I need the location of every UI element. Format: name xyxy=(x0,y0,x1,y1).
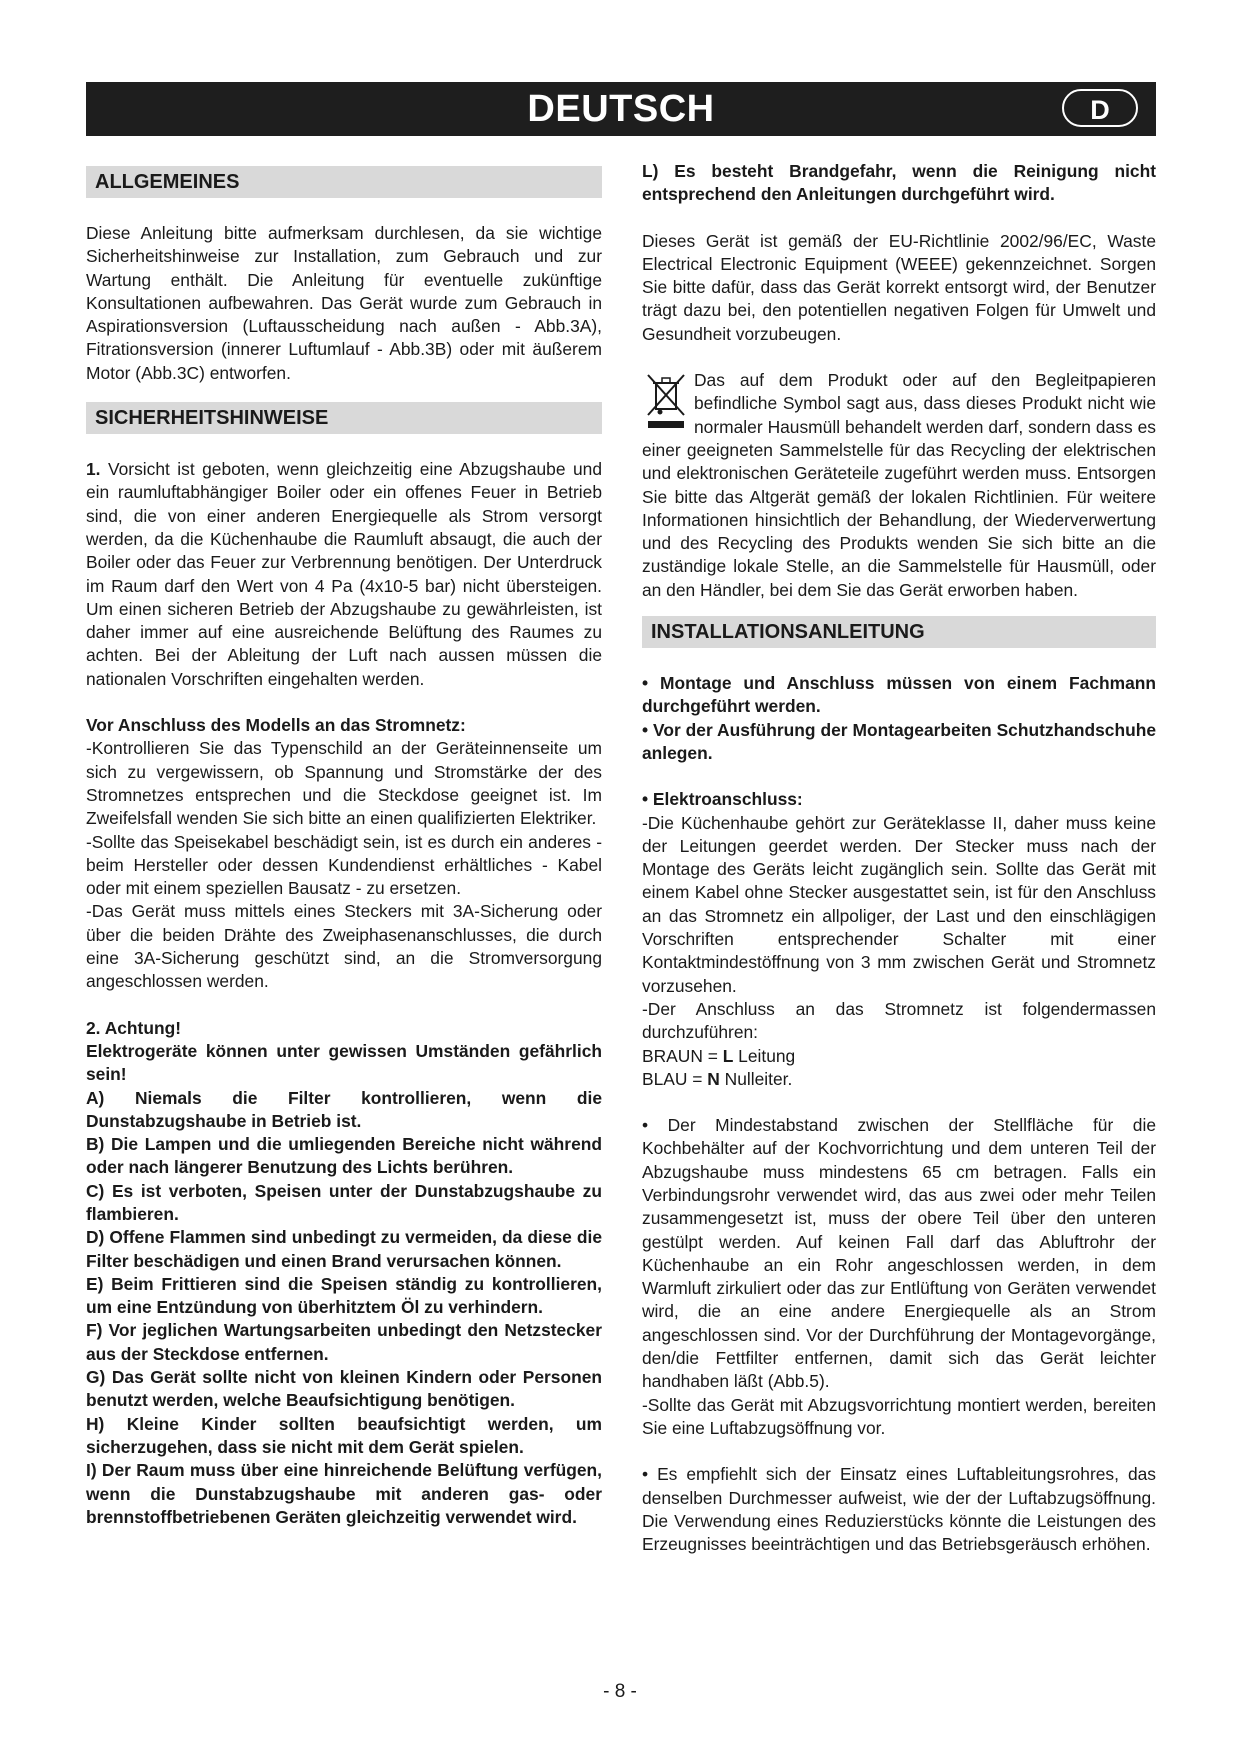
warning-item: F) Vor jeglichen Wartungsarbeiten unbedingt den Netzstecker aus der Steckdose entfernen. xyxy=(86,1320,602,1364)
install-item: • Montage und Anschluss müssen von einem Fachmann durchgeführt werden. xyxy=(642,673,1156,717)
connect-item: -Kontrollieren Sie das Typenschild an der Geräteinnenseite um sich zu vergewissern, ob Spannung und Stromstärke der des Stromnetzes entsprechen und die Steckdose geeignet ist. Im Zweifelsfall wenden Sie sich bitte an einen qualifizierten Elektriker. xyxy=(86,738,602,829)
page-number: - 8 - xyxy=(603,1681,637,1702)
warning-item: D) Offene Flammen sind unbedingt zu vermeiden, da diese die Filter beschädigen und einen Brand verursachen können. xyxy=(86,1227,602,1271)
warning-item: B) Die Lampen und die umliegenden Bereiche nicht während oder nach längerer Benutzung des Lichts berühren. xyxy=(86,1134,602,1178)
connect-heading: Vor Anschluss des Modells an das Stromnetz: xyxy=(86,715,466,736)
section-heading-safety: SICHERHEITSHINWEISE xyxy=(86,402,602,434)
weee-block xyxy=(642,369,1156,602)
section-heading-installation: INSTALLATIONSANLEITUNG xyxy=(642,616,1156,648)
warning-item: L) Es besteht Brandgefahr, wenn die Reinigung nicht entsprechend den Anleitungen durchgeführt wird. xyxy=(642,161,1156,205)
language-badge: D xyxy=(1062,89,1138,127)
warning-item: C) Es ist verboten, Speisen unter der Dunstabzugshaube zu flambieren. xyxy=(86,1180,602,1224)
section-heading-general: ALLGEMEINES xyxy=(86,166,602,198)
weee-text: Dieses Gerät ist gemäß der EU-Richtlinie 2002/96/EC, Waste Electrical Electronic Equipment (WEEE) gekennzeichnet. Sorgen Sie bitte dafür, dass das Gerät korrekt entsorgt wird, der Benutzer trägt dazu bei, den potentiellen negativen Folgen für Umwelt und Gesundheit vorzubeugen. xyxy=(642,230,1156,344)
safety-paragraph-1 xyxy=(86,458,602,691)
warning-title: 2. Achtung! xyxy=(86,1017,181,1038)
right-column xyxy=(642,160,1156,1556)
electrical-heading: • Elektroanschluss: xyxy=(642,789,803,810)
electrical-text: -Die Küchenhaube gehört zur Geräteklasse II, daher muss keine der Leitungen geerdet werden. Der Stecker muss nach der Montage des Geräts leicht zugänglich sein. Sollte das Gerät mit einem Kabel ohne Stecker ausgestattet sein, ist für den Anschluss an das Stromnetz ein allpoliger, der Last und den einschlägigen Vorschriften entsprechender Schalter mit einer Kontaktmindestöffnung von 3 mm zwischen Gerät und Stromnetz vorzusehen. xyxy=(642,812,1156,996)
left-column xyxy=(86,160,602,1529)
electrical-text: -Der Anschluss an das Stromnetz ist folgendermassen durchzuführen: xyxy=(642,998,1156,1043)
connect-item: -Das Gerät muss mittels eines Steckers mit 3A-Sicherung oder über die beiden Drähte des Zweiphasenanschlusses, die durch eine 3A-Sicherung geschützt sind, an die Stromversorgung angeschlossen werden. xyxy=(86,901,602,992)
warning-intro: Elektrogeräte können unter gewissen Umständen gefährlich sein! xyxy=(86,1040,602,1085)
warning-item: I) Der Raum muss über eine hinreichende Belüftung verfügen, wenn die Dunstabzugshaube mit anderen gas- oder brennstoffbetriebenen Geräten gleichzeitig verwendet wird. xyxy=(86,1460,602,1527)
page-header xyxy=(86,82,1156,136)
symbol-text: Das auf dem Produkt oder auf den Begleitpapieren befindliche Symbol sagt aus, dass dieses Produkt nicht wie normaler Hausmüll behandelt werden darf, sondern dass es einer geeigneten Sammelstelle für das Recycling der elektrischen und elektronischen Geräteteile zugeführt werden muss. Entsorgen Sie bitte das Altgerät gemäß der lokalen Richtlinien. Für weitere Informationen hinsichtlich der Behandlung, der Wiederverwertung und des Recycling des Produkts wenden Sie sich bitte an die zuständige lokale Stelle, an die Sammelstelle für Hausmüll, oder an den Händler, bei dem Sie das Gerät erworben haben. xyxy=(642,370,1156,600)
page-title: DEUTSCH xyxy=(527,88,715,130)
install-item: • Vor der Ausführung der Montagearbeiten Schutzhandschuhe anlegen. xyxy=(642,719,1156,763)
wire-brown: BRAUN = L Leitung xyxy=(642,1045,796,1066)
safety-text: Vorsicht ist geboten, wenn gleichzeitig eine Abzugshaube und ein raumluftabhängiger Boiler oder ein offenes Feuer in Betrieb sind, die von einer anderen Energiequelle als Strom versorgt werden, da die Küchenhaube die Raumluft absaugt, die auch der Boiler oder das Feuer zur Verbrennung benötigen. Der Unterdruck im Raum darf den Wert von 4 Pa (4x10-5 bar) nicht übersteigen. Um einen sicheren Betrieb der Abzugshaube zu gewährleisten, ist daher immer auf eine ausreichende Belüftung des Raumes zu achten. Bei der Ableitung der Luft nach aussen müssen die nationalen Vorschriften eingehalten werden. xyxy=(86,459,602,689)
warning-item: A) Niemals die Filter kontrollieren, wenn die Dunstabzugshaube in Betrieb ist. xyxy=(86,1087,602,1131)
wire-blue: BLAU = N Nulleiter. xyxy=(642,1068,793,1089)
crossed-bin-icon xyxy=(642,371,690,431)
duct-text: • Es empfiehlt sich der Einsatz eines Luftableitungsrohres, das denselben Durchmesser aufweist, wie der der Luftabzugsöffnung. Die Verwendung eines Reduzierstücks könnte die Leistungen des Erzeugnisses beeinträchtigen und das Betriebsgeräusch erhöhen. xyxy=(642,1464,1156,1555)
distance-text: • Der Mindestabstand zwischen der Stellfläche für die Kochbehälter auf der Kochvorrichtung und dem unteren Teil der Abzugshaube muss mindestens 65 cm betragen. Falls ein Verbindungsrohr verwendet wird, das aus zwei oder mehr Teilen zusammengesetzt ist, muss der obere Teil über den unteren gestülpt werden. Auf keinen Fall darf das Abluftrohr der Küchenhaube an ein Rohr angeschlossen werden, in dem Warmluft zirkuliert oder das zur Entlüftung von Geräten verwendet wird, die an eine andere Energiequelle als an Strom angeschlossen sind. Vor der Durchführung der Montagevorgänge, den/die Fettfilter entfernen, damit sich das Gerät leichter handhaben läßt (Abb.5). xyxy=(642,1115,1156,1392)
safety-number: 1. xyxy=(86,459,101,480)
connect-item: -Sollte das Speisekabel beschädigt sein, ist es durch ein anderes - beim Hersteller oder dessen Kundendienst erhältliches - Kabel oder mit einem speziellen Bausatz - zu ersetzen. xyxy=(86,831,602,899)
warning-item: E) Beim Frittieren sind die Speisen ständig zu kontrollieren, um eine Entzündung von überhitztem Öl zu verhindern. xyxy=(86,1273,602,1318)
general-text: Diese Anleitung bitte aufmerksam durchlesen, da sie wichtige Sicherheitshinweise zur Installation, zum Gebrauch und zur Wartung enthält. Die Anleitung für eventuelle zukünftige Konsultationen aufbewahren. Das Gerät wurde zum Gebrauch in Aspirationsversion (Luftausscheidung nach außen - Abb.3A), Fitrationsversion (innerer Luftumlauf - Abb.3B) oder mit äußerem Motor (Abb.3C) entworfen. xyxy=(86,223,602,383)
warning-item: H) Kleine Kinder sollten beaufsichtigt werden, um sicherzugehen, dass sie nicht mit dem Gerät spielen. xyxy=(86,1413,602,1457)
warning-item: G) Das Gerät sollte nicht von kleinen Kindern oder Personen benutzt werden, welche Beaufsichtigung benötigen. xyxy=(86,1367,602,1411)
exhaust-text: -Sollte das Gerät mit Abzugsvorrichtung montiert werden, bereiten Sie eine Luftabzugsöffnung vor. xyxy=(642,1394,1156,1438)
